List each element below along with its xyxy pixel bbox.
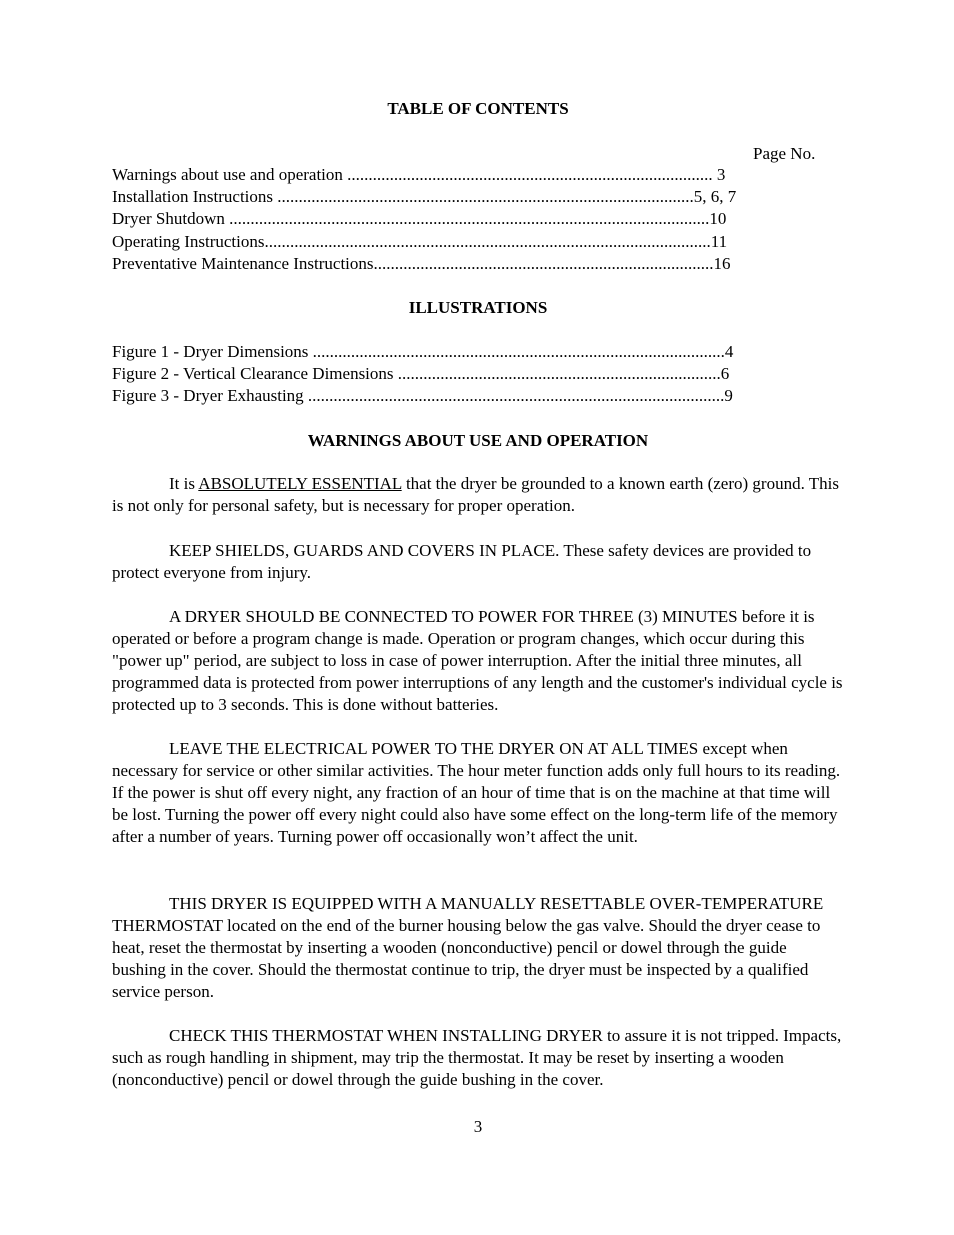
warnings-title: WARNINGS ABOUT USE AND OPERATION bbox=[307, 431, 649, 450]
warning-paragraph-shields: KEEP SHIELDS, GUARDS AND COVERS IN PLACE. These safety devices are provided to protect everyone from injury. bbox=[112, 541, 812, 583]
warning-paragraph-thermostat: THIS DRYER IS EQUIPPED WITH A MANUALLY RESETTABLE OVER-TEMPERATURE THERMOSTAT located on the end of the burner housing below the gas valve. Should the dryer cease to heat, reset the thermostat by inserting a wooden (nonconductive) pencil or dowel through the guide bushing in the cover. Should the thermostat continue to trip, the dryer must be inspected by a qualified service person. bbox=[112, 894, 824, 1002]
toc-entry: Installation Instructions ..................................................................................................5, 6, 7 bbox=[112, 187, 737, 206]
illustration-entry: Figure 3 - Dryer Exhausting ..................................................................................................9 bbox=[112, 386, 733, 405]
page-number: 3 bbox=[473, 1117, 483, 1136]
warning-paragraph-grounding: It is ABSOLUTELY ESSENTIAL that the dryer be grounded to a known earth (zero) ground. This is not only for personal safety, but is necessary for proper operation. bbox=[112, 474, 839, 516]
toc-title: TABLE OF CONTENTS bbox=[387, 99, 569, 118]
absolutely-essential-emphasis: ABSOLUTELY ESSENTIAL bbox=[198, 474, 402, 493]
warning-paragraph-leave-power-on: LEAVE THE ELECTRICAL POWER TO THE DRYER ON AT ALL TIMES except when necessary for service or other similar activities. The hour meter function adds only full hours to its reading. If the power is shut off every night, any fraction of an hour of time that is on the machine at that time will be lost. Turning the power off every night could also have some effect on the long-term life of the memory after a number of years. Turning power off occasionally won’t affect the unit. bbox=[112, 739, 841, 847]
page-no-header: Page No. bbox=[753, 144, 816, 163]
toc-entry: Preventative Maintenance Instructions................................................................................16 bbox=[112, 254, 731, 273]
illustration-entry: Figure 2 - Vertical Clearance Dimensions ............................................................................6 bbox=[112, 364, 730, 383]
illustrations-title: ILLUSTRATIONS bbox=[408, 298, 548, 317]
warning-paragraph-power-up: A DRYER SHOULD BE CONNECTED TO POWER FOR THREE (3) MINUTES before it is operated or before a program change is made. Operation or program changes, which occur during this "power up" period, are subject to loss in case of power interruption. After the initial three minutes, all programmed data is protected from power interruptions of any length and the customer's individual cycle is protected up to 3 seconds. This is done without batteries. bbox=[112, 607, 843, 715]
illustration-entry: Figure 1 - Dryer Dimensions .................................................................................................4 bbox=[112, 342, 734, 361]
toc-entry: Warnings about use and operation ...................................................................................... 3 bbox=[112, 165, 726, 184]
warning-paragraph-check-thermostat: CHECK THIS THERMOSTAT WHEN INSTALLING DRYER to assure it is not tripped. Impacts, such as rough handling in shipment, may trip the thermostat. It may be reset by inserting a wooden (nonconductive) pencil or dowel through the guide bushing in the cover. bbox=[112, 1026, 842, 1090]
toc-entry: Operating Instructions.........................................................................................................11 bbox=[112, 232, 728, 251]
toc-entry: Dryer Shutdown .................................................................................................................10 bbox=[112, 209, 727, 228]
